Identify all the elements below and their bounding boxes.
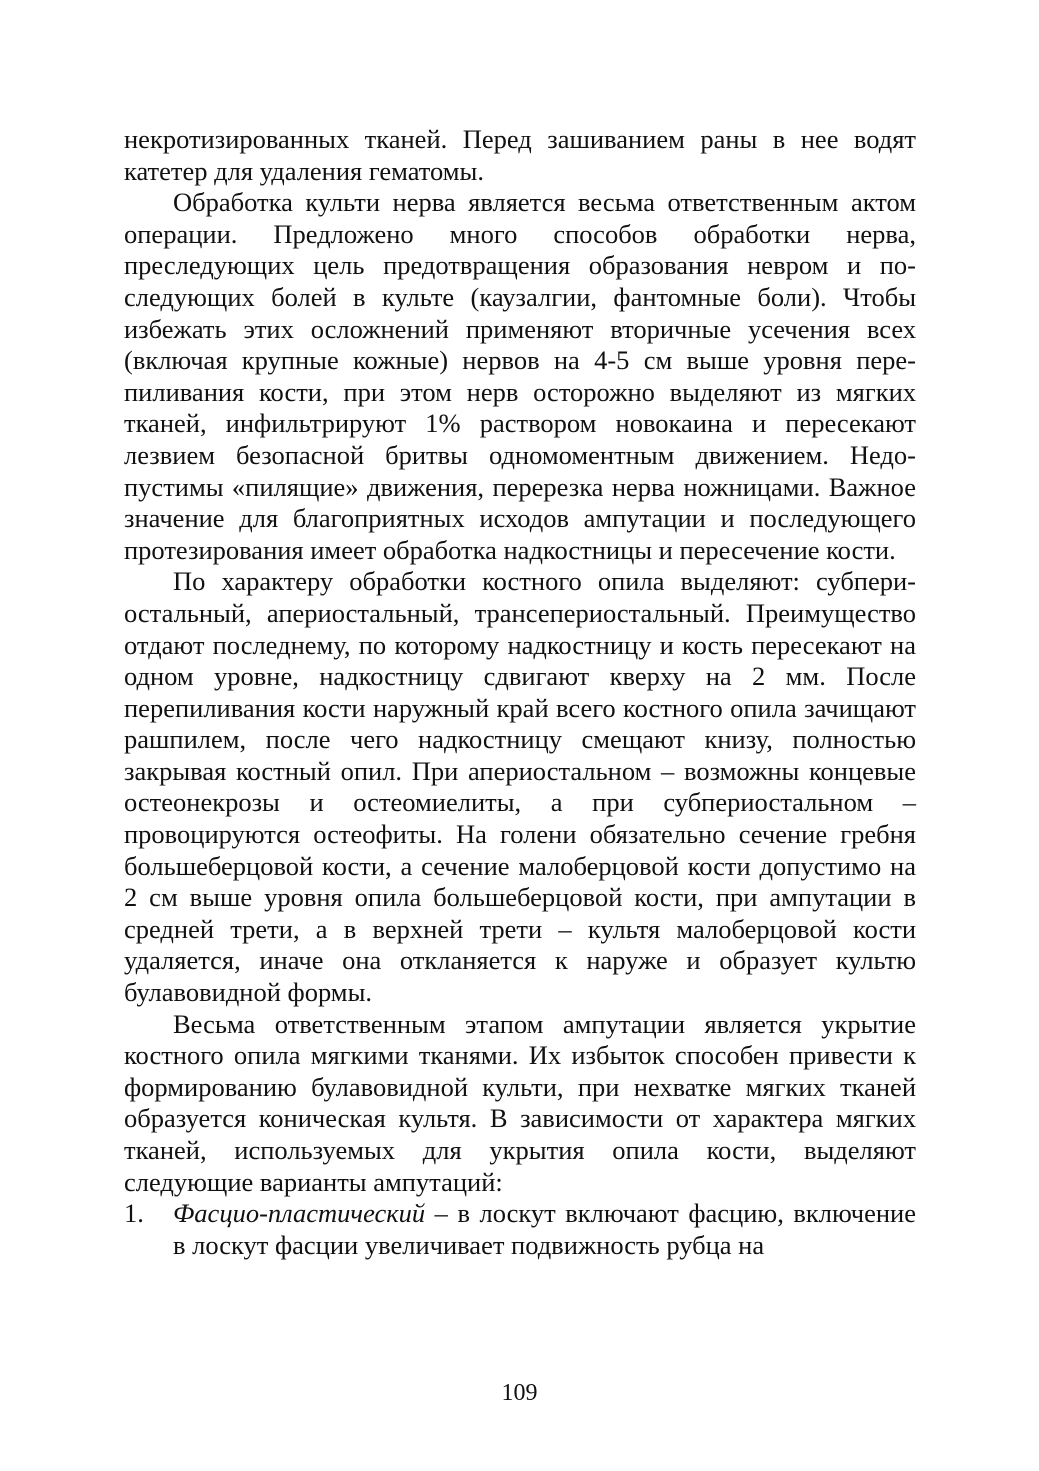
paragraph-nerve-stump: Обработка культи нерва является весьма ответственным актом операции. Предложено много способов обработки нерва, преследующих цель предотвращения образования невром и последующих болей в культе (каузалгии, фантомные боли). Чтобы избежать этих осложнений применяют вторичные усечения всех (включая крупные кожные) нервов на 4-5 см выше уровня перепиливания кости, при этом нерв осторожно выделяют из мягких тканей, инфильтрируют 1% раствором новокаина и пересекают лезвием безопасной бритвы одномоментным движением. Недопустимы «пилящие» движения, перерезка нерва ножницами. Важное значение для благоприятных исходов ампутации и последующего протезирования имеет обработка надкостницы и пересечение кости.	[124, 187, 916, 565]
paragraph-continuation: некротизированных тканей. Перед зашиванием раны в нее водят катетер для удаления гематомы.	[124, 124, 916, 186]
paragraph-bone-sawdust: По характеру обработки костного опила выделяют: субпериостальный, апериостальный, трансепериостальный. Преимущество отдают последнему, по которому надкостницу и кость пересекают на одном уровне, надкостницу сдвигают кверху на 2 мм. После перепиливания кости наружный край всего костного опила зачищают рашпилем, после чего надкостницу смещают книзу, полностью закрывая костный опил. При апериостальном – возможны концевые остеонекрозы и остеомиелиты, а при субпериостальном – провоцируются остеофиты. На голени обязательно сечение гребня большеберцовой кости, а сечение малоберцовой кости допустимо на 2 см выше уровня опила большеберцовой кости, при ампутации в средней трети, а в верхней трети – культя малоберцовой кости удаляется, иначе она откланяется к наруже и образует культю булавовидной формы.	[124, 566, 916, 1008]
list-item-term: Фасцио-пластический	[173, 1198, 426, 1229]
list-item-fascio-plastic	[124, 1198, 916, 1261]
page-number: 109	[501, 1380, 538, 1406]
body-text	[124, 124, 916, 1261]
list-item-text: – в лоскут включают фасцию, включение в лоскут фасции увеличивает подвижность рубца на	[173, 1198, 916, 1260]
paragraph-soft-tissue-cover: Весьма ответственным этапом ампутации является укрытие костного опила мягкими тканями. Их избыток способен привести к формированию булавовидной культи, при нехватке мягких тканей образуется коническая культя. В зависимости от характера мягких тканей, используемых для укрытия опила кости, выделяют следующие варианты ампутаций:	[124, 1008, 916, 1197]
list-item-number: 1.	[124, 1198, 144, 1229]
